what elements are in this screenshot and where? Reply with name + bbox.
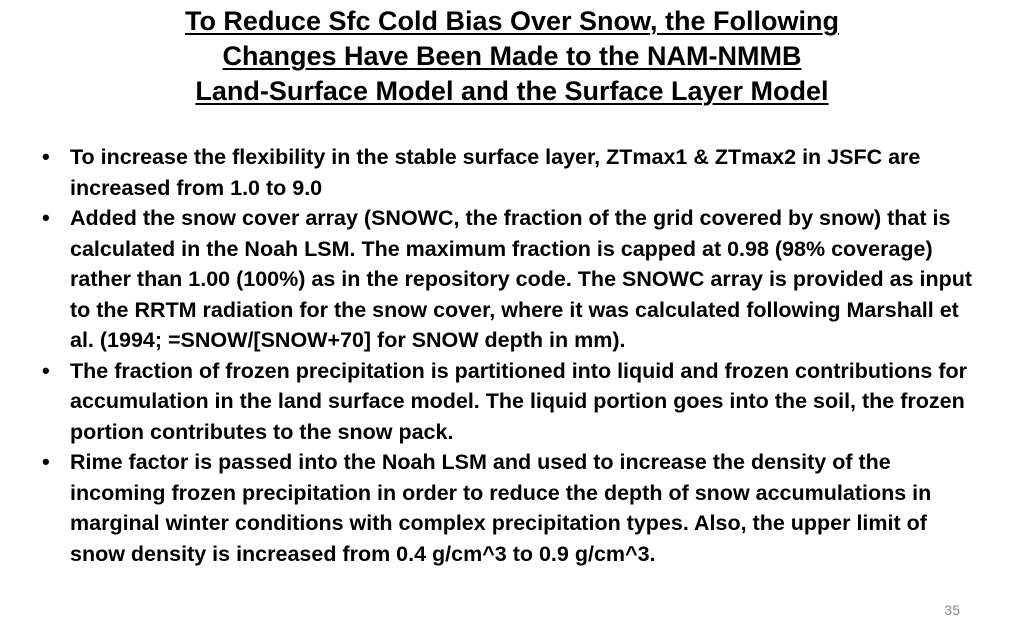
- bullet-item: [42, 447, 987, 569]
- bullet-item: [42, 142, 987, 203]
- page-number: 35: [944, 602, 960, 618]
- bullet-dot-icon: •: [42, 205, 50, 230]
- bullet-text: Added the snow cover array (SNOWC, the fraction of the grid covered by snow) that is calculated in the Noah LSM. The maximum fraction is capped at 0.98 (98% coverage) rather than 1.00 (100%) as in the repository code. The SNOWC array is provided as input to the RRTM radiation for the snow cover, where it was calculated following Marshall et al. (1994; =SNOW/[SNOW+70] for SNOW depth in mm).: [70, 206, 973, 352]
- bullet-list: [42, 142, 987, 569]
- bullet-text: Rime factor is passed into the Noah LSM and used to increase the density of the incoming frozen precipitation in order to reduce the depth of snow accumulations in marginal winter conditions with complex precipitation types. Also, the upper limit of snow density is increased from 0.4 g/cm^3 to 0.9 g/cm^3.: [70, 450, 932, 566]
- bullet-dot-icon: •: [42, 144, 50, 169]
- bullet-dot-icon: •: [42, 449, 50, 474]
- title-line-3: Land-Surface Model and the Surface Layer Model: [195, 76, 829, 106]
- bullet-item: [42, 356, 987, 448]
- title-line-2: Changes Have Been Made to the NAM-NMMB: [222, 41, 802, 71]
- slide-title: [60, 4, 964, 109]
- bullet-item: [42, 203, 987, 356]
- bullet-dot-icon: •: [42, 357, 50, 383]
- bullet-text: To increase the flexibility in the stable surface layer, ZTmax1 & ZTmax2 in JSFC are increased from 1.0 to 9.0: [70, 145, 921, 200]
- bullet-text: The fraction of frozen precipitation is partitioned into liquid and frozen contributions for accumulation in the land surface model. The liquid portion goes into the soil, the frozen portion contributes to the snow pack.: [70, 358, 968, 444]
- title-line-1: To Reduce Sfc Cold Bias Over Snow, the Following: [184, 6, 840, 36]
